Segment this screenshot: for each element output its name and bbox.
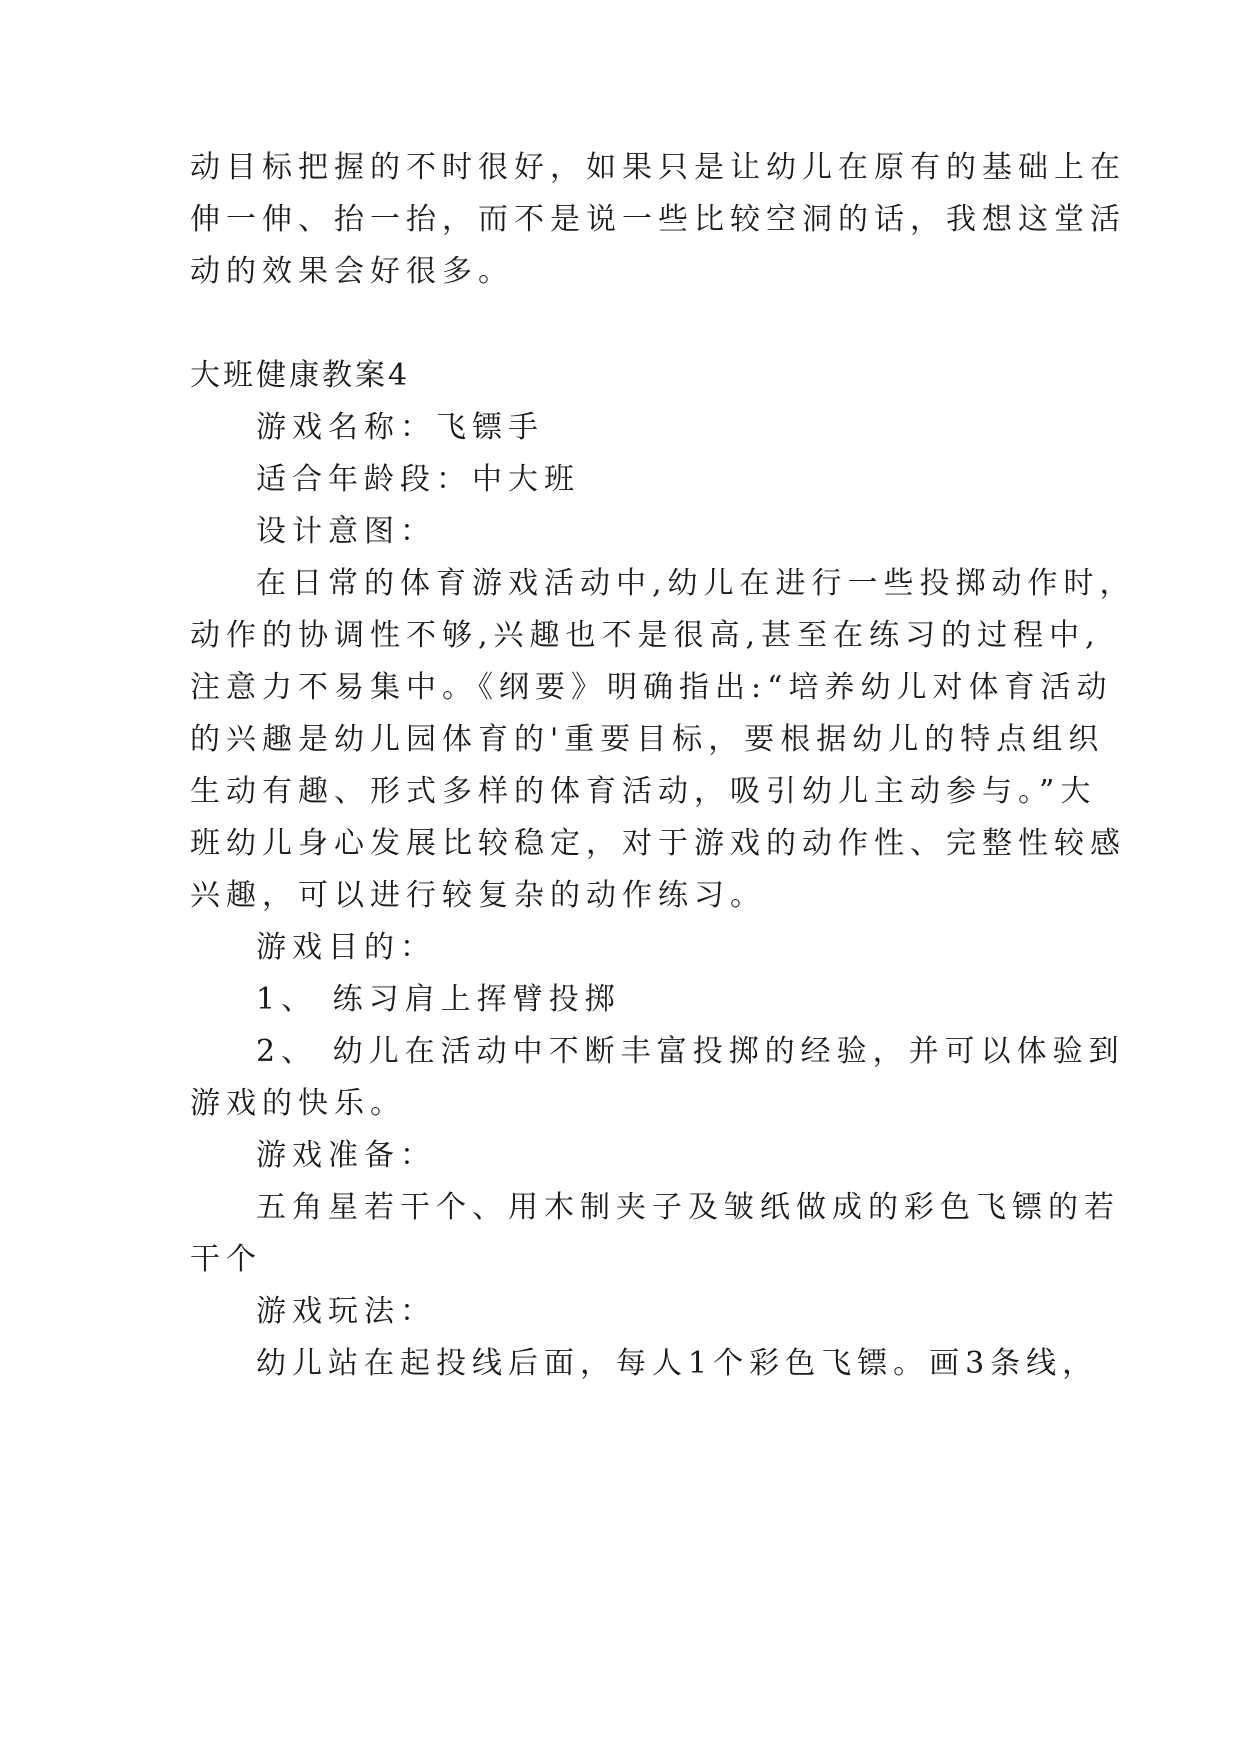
game-purpose-label: 游戏目的： [256, 930, 436, 965]
paragraph-line: 兴趣，可以进行较复杂的动作练习。 [190, 878, 766, 913]
paragraph-line: 注意力不易集中。《纲要》明确指出:“培养幼儿对体育活动 [190, 670, 1113, 705]
paragraph-line: 干个 [190, 1242, 262, 1277]
list-item: 1、 练习肩上挥臂投掷 [256, 982, 621, 1017]
paragraph-line: 班幼儿身心发展比较稳定，对于游戏的动作性、完整性较感 [190, 826, 1126, 861]
design-intent-label: 设计意图： [256, 514, 436, 549]
paragraph-line: 动的效果会好很多。 [190, 254, 514, 289]
paragraph-line: 生动有趣、形式多样的体育活动，吸引幼儿主动参与。”大 [190, 774, 1097, 809]
paragraph-line: 的兴趣是幼儿园体育的'重要目标，要根据幼儿的特点组织 [190, 722, 1105, 757]
paragraph-line: 五角星若干个、用木制夹子及皱纸做成的彩色飞镖的若 [256, 1190, 1120, 1225]
paragraph-line: 伸一伸、抬一抬，而不是说一些比较空洞的话，我想这堂活 [190, 202, 1126, 237]
paragraph-line: 在日常的体育游戏活动中,幼儿在进行一些投掷动作时， [256, 566, 1136, 601]
game-name-line: 游戏名称：飞镖手 [256, 410, 544, 445]
section-heading: 大班健康教案4 [190, 358, 411, 393]
age-group-line: 适合年龄段：中大班 [256, 462, 580, 497]
paragraph-line: 动作的协调性不够,兴趣也不是很高,甚至在练习的过程中, [190, 618, 1101, 653]
gameplay-label: 游戏玩法： [256, 1294, 436, 1329]
paragraph-line: 幼儿站在起投线后面，每人1个彩色飞镖。画3条线， [256, 1346, 1099, 1381]
paragraph-line: 游戏的快乐。 [190, 1086, 406, 1121]
list-item: 2、 幼儿在活动中不断丰富投掷的经验，并可以体验到 [256, 1034, 1125, 1069]
paragraph-line: 动目标把握的不时很好，如果只是让幼儿在原有的基础上在 [190, 150, 1126, 185]
game-preparation-label: 游戏准备： [256, 1138, 436, 1173]
